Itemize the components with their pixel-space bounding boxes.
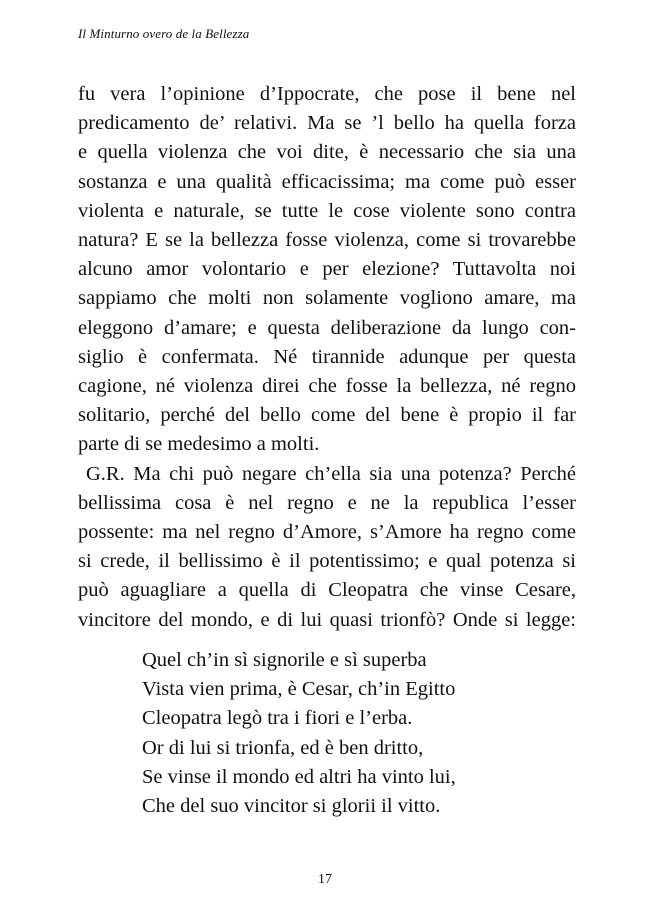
running-head: Il Minturno overo de la Bellezza bbox=[78, 26, 250, 41]
text-line: sostanza e una qualità efficacissima; ma come può esser bbox=[78, 170, 576, 193]
text-line: solitario, perché del bello come del bene è propio il far bbox=[78, 404, 576, 427]
verse-line: Quel ch’in sì signorile e sì superba bbox=[142, 649, 427, 671]
text-line: sappiamo che molti non solamente vogliono amare, ma bbox=[78, 287, 576, 310]
text-line: G.R. Ma chi può negare ch’ella sia una potenza? Perché bbox=[86, 462, 576, 485]
verse-line: Se vinse il mondo ed altri ha vinto lui, bbox=[142, 765, 456, 788]
body-text bbox=[78, 80, 576, 635]
text-line: può aguagliare a quella di Cleopatra che vinse Cesare, bbox=[78, 579, 576, 602]
text-line: cagione, né violenza direi che fosse la bellezza, né regno bbox=[78, 375, 576, 398]
text-line: e quella violenza che voi dite, è necessario che sia una bbox=[78, 141, 576, 164]
page-number: 17 bbox=[318, 872, 332, 887]
text-line: possente: ma nel regno d’Amore, s’Amore ha regno come bbox=[78, 521, 576, 544]
text-line: vincitore del mondo, e di lui quasi trionfò? Onde si legge: bbox=[78, 608, 576, 631]
text-line: parte di se medesimo a molti. bbox=[78, 433, 320, 456]
text-line: bellissima cosa è nel regno e ne la republica l’esser bbox=[78, 491, 576, 514]
text-line: si crede, il bellissimo è il potentissimo; e qual potenza si bbox=[78, 550, 576, 573]
text-line: violenta e naturale, se tutte le cose violente sono contra bbox=[78, 199, 576, 222]
verse-line: Vista vien prima, è Cesar, ch’in Egitto bbox=[142, 678, 456, 701]
paragraph-2 bbox=[78, 460, 576, 635]
verse-quotation bbox=[142, 646, 456, 821]
verse-line: Or di lui si trionfa, ed è ben dritto, bbox=[142, 736, 424, 759]
verse-line: Che del suo vincitor si glorii il vitto. bbox=[142, 795, 441, 818]
text-line: natura? E se la bellezza fosse violenza, come si trovarebbe bbox=[78, 229, 576, 252]
text-line: siglio è confermata. Né tirannide adunque per questa bbox=[78, 345, 576, 368]
paragraph-1 bbox=[78, 80, 576, 460]
text-line: eleggono d’amare; e questa deliberazione da lungo con- bbox=[78, 316, 576, 339]
text-line: predicamento de’ relativi. Ma se ’l bello ha quella forza bbox=[78, 112, 576, 135]
text-line: fu vera l’opinione d’Ippocrate, che pose il bene nel bbox=[78, 83, 576, 105]
text-line: alcuno amor volontario e per elezione? Tuttavolta noi bbox=[78, 258, 576, 281]
verse-line: Cleopatra legò tra i fiori e l’erba. bbox=[142, 707, 413, 730]
